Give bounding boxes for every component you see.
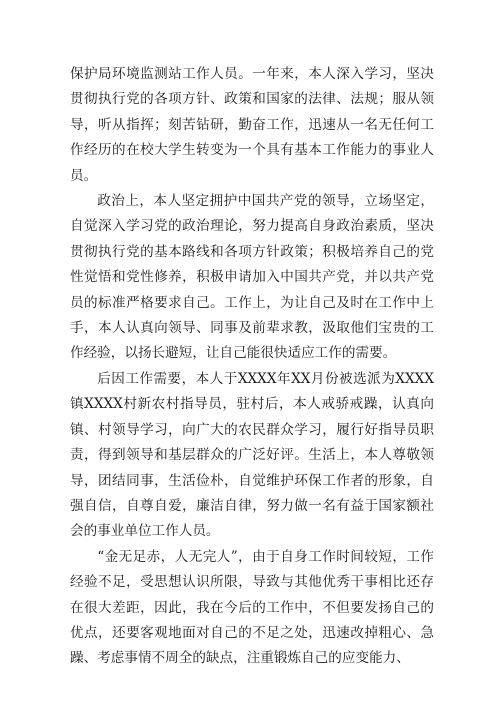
paragraph-4: “金无足赤，人无完人”，由于自身工作时间较短，工作经验不足，受思想认识所限，导致与其他优秀干事相比还存在很大差距，因此，我在今后的工作中，不但要发扬自己的优点，还要客观地面对自己的不足之处，迅速改掉粗心、急躁、考虑事情不周全的缺点，注重锻炼自己的应变能力、 [70,548,434,667]
paragraph-2: 政治上，本人坚定拥护中国共产党的领导，立场坚定，自觉深入学习党的政治理论，努力提高自身政治素质，坚决贯彻执行党的基本路线和各项方针政策；积极培养自己的党性觉悟和党性修养，积极申请加入中国共产党，并以共产党员的标准严格要求自己。工作上，为让自己及时在工作中上手，本人认真向领导、同事及前辈求教，汲取他们宝贵的工作经验，以扬长避短，让自己能很快适应工作的需要。 [70,193,434,362]
paragraph-3: 后因工作需要，本人于XXXX年XX月份被选派为XXXX镇XXXX村新农村指导员，驻村后，本人戒骄戒躁，认真向镇、村领导学习，向广大的农民群众学习，履行好指导员职责，得到领导和基层群众的广泛好评。生活上，本人尊敬领导，团结同事，生活俭朴，自觉维护环保工作者的形象，自强自信，自尊自爱，廉洁自律，努力做一名有益于国家额社会的事业单位工作人员。 [70,370,434,540]
paragraph-1: 保护局环境监测站工作人员。一年来，本人深入学习，坚决贯彻执行党的各项方针、政策和国家的法律、法规；服从领导，听从指挥；刻苦钻研，勤奋工作，迅速从一名无任何工作经历的在校大学生转变为一个具有基本工作能力的事业人员。 [70,66,434,184]
document-body [70,62,434,672]
